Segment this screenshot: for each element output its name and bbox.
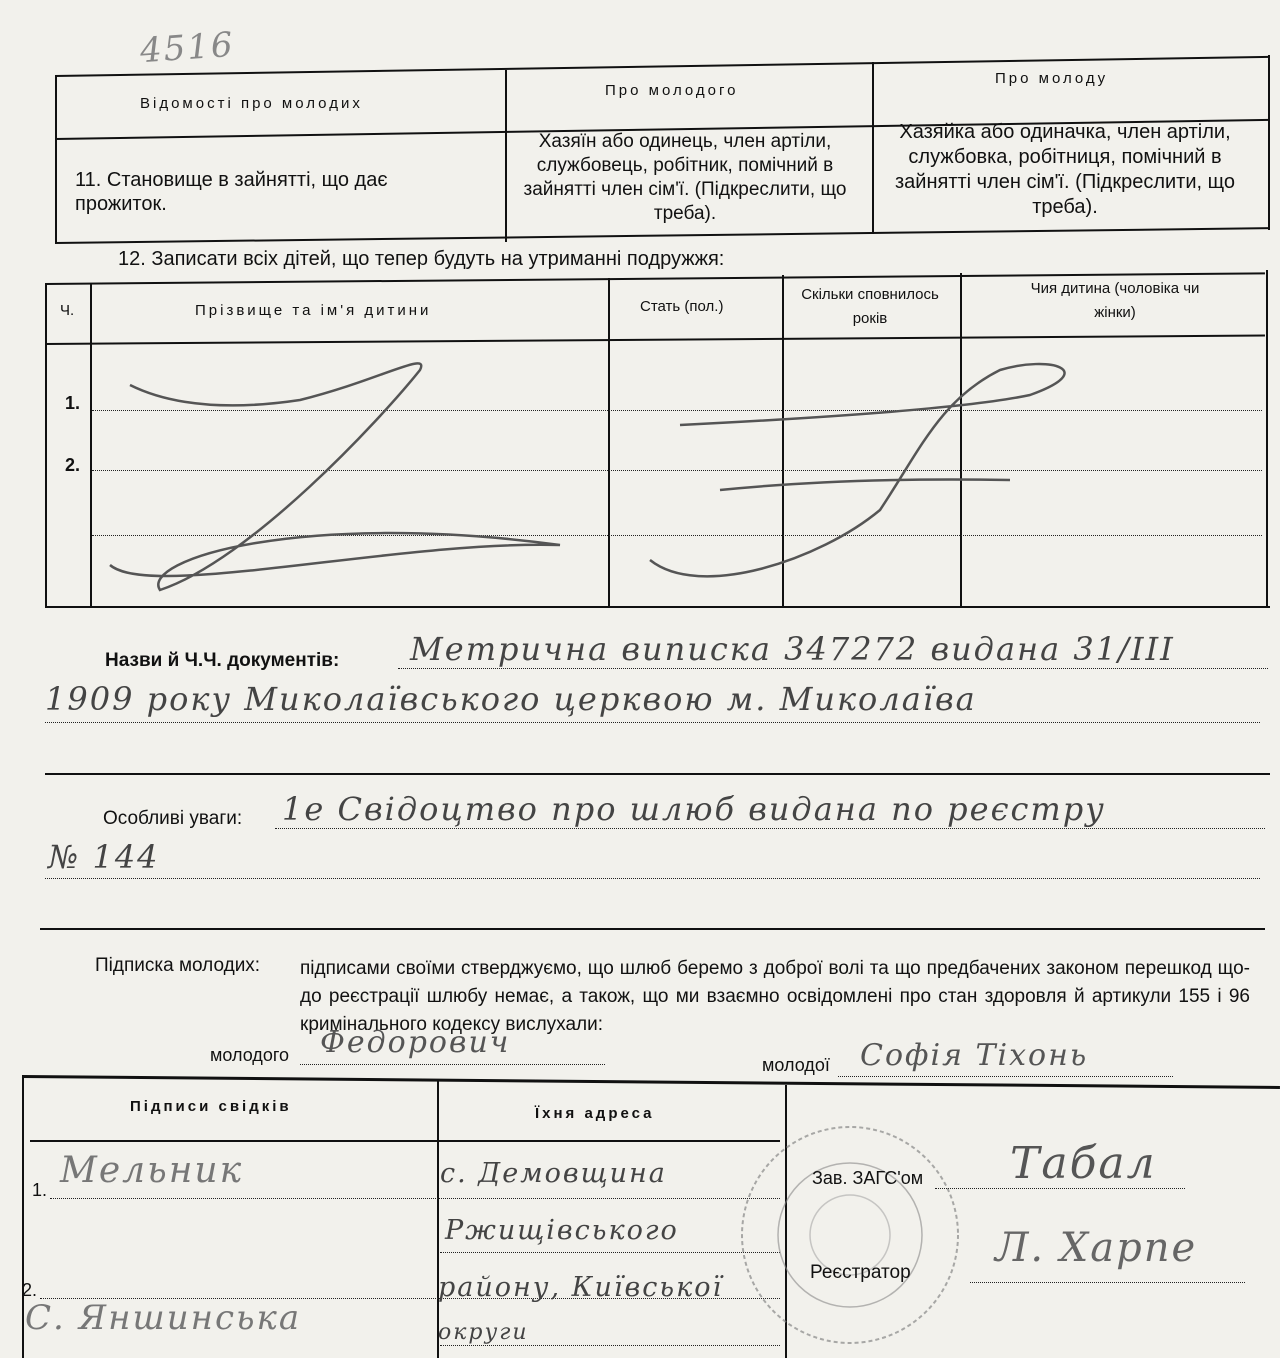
documents-handwritten-2: 1909 року Миколаївського церквою м. Миколаїва — [45, 680, 977, 718]
col-child-name: Прізвище та ім'я дитини — [195, 302, 432, 319]
col-witness-signatures: Підписи свідків — [130, 1098, 292, 1115]
address-line-4: округи — [438, 1320, 529, 1345]
documents-label: Назви й Ч.Ч. документів: — [105, 650, 340, 671]
row-11-label: 11. Становище в зайнятті, що дає прожиток. — [75, 169, 388, 215]
bride-occupation-text: Хазяйка або одиначка, член артіли, службовка, робітниця, помічний в зайнятті член сім'ї. (Підкреслити, що треба). — [895, 121, 1235, 218]
col-sex: Стать (пол.) — [640, 298, 724, 315]
zags-head-label: Зав. ЗАГС'ом — [812, 1168, 924, 1188]
witness-2-number: 2. — [22, 1280, 38, 1300]
row-1-number: 1. — [65, 393, 81, 413]
header-info: Відомості про молодих — [140, 95, 363, 112]
couple-signature-label: Підписка молодих: — [95, 955, 261, 976]
couple-statement: підписами своїми стверджуємо, що шлюб беремо з доброї волі та що предбачених законом перешкод що-до реєстрації шлюбу немає, а також, що ми взаємно освідомлені про стан здоровля й артикули 155 і 96 кримінального кодексу вислухали: — [300, 958, 1250, 1035]
archive-number-annotation: 4516 — [138, 24, 236, 72]
address-line-3: району, Київської — [438, 1272, 724, 1303]
notes-label: Особливі уваги: — [103, 808, 243, 829]
witness-2-signature: С. Яншинська — [25, 1298, 302, 1338]
groom-occupation-text: Хазяїн або одинець, член артіли, службовець, робітник, помічний в зайнятті член сім'ї. (Підкреслити, що треба). — [523, 131, 847, 224]
notes-handwritten-2: № 144 — [48, 838, 160, 876]
address-line-1: с. Демовщина — [440, 1158, 667, 1189]
header-bride: Про молоду — [995, 70, 1109, 87]
registrar-signature: Л. Харпе — [995, 1225, 1198, 1271]
address-line-2: Ржищівського — [445, 1215, 679, 1246]
notes-handwritten-1: 1е Свідоцтво про шлюб видана по реєстру — [282, 790, 1106, 828]
col-witness-address: Їхня адреса — [535, 1105, 655, 1122]
col-age: Скільки сповнилось років — [801, 286, 939, 327]
registrar-label: Реєстратор — [810, 1262, 911, 1283]
col-whose-child: Чия дитина (чоловіка чи жінки) — [1030, 280, 1200, 321]
bride-signature-label: молодої — [762, 1055, 830, 1075]
documents-handwritten-1: Метрична виписка 347272 видана 31/III — [410, 630, 1175, 668]
children-title: 12. Записати всіх дітей, що тепер будуть на утриманні подружжя: — [118, 248, 725, 270]
bride-signature: Софія Тіхонь — [860, 1038, 1089, 1073]
col-number: Ч. — [60, 302, 75, 319]
witness-1-number: 1. — [32, 1180, 48, 1200]
groom-signature-label: молодого — [210, 1045, 290, 1065]
zags-head-signature: Табал — [1010, 1138, 1157, 1189]
row-2-number: 2. — [65, 455, 81, 475]
witness-1-signature: Мельник — [60, 1150, 244, 1191]
header-groom: Про молодого — [605, 82, 739, 99]
groom-signature: Федорович — [320, 1025, 511, 1060]
